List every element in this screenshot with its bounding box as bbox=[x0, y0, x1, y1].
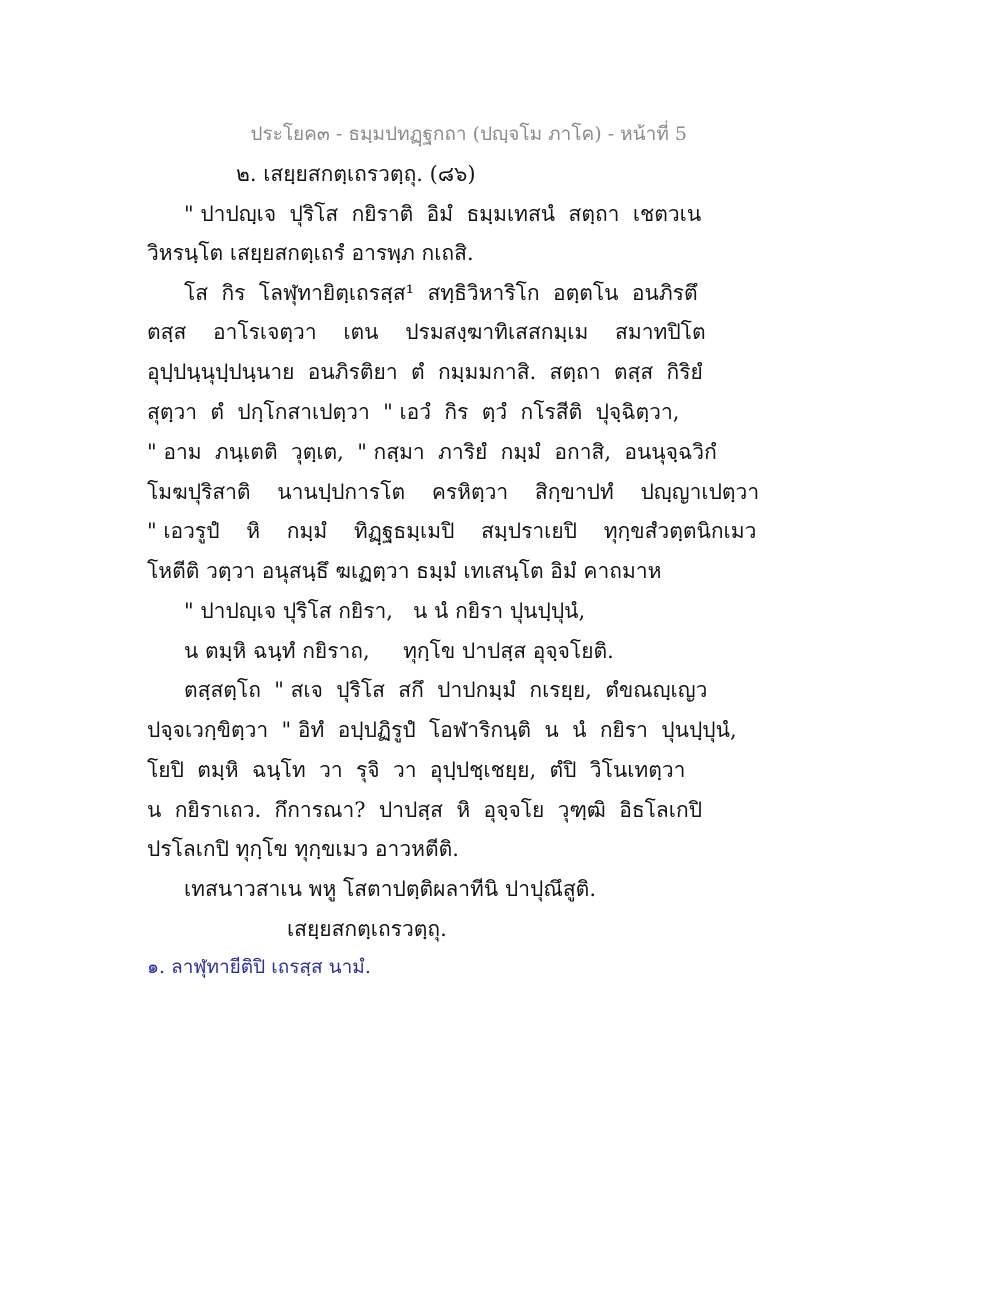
text-line: ปรโลเกปิ ทุกฺโข ทุกฺขเมว อาวหตีติ. bbox=[147, 837, 459, 861]
text-line: อุปฺปนฺนุปฺปนฺนาย อนภิรติยา ตํ กมฺมมกาสิ. สตฺถา ตสฺส กิริยํ bbox=[147, 360, 703, 384]
text-line: " อาม ภนฺเตติ วุตฺเต, " กสฺมา ภาริยํ กมฺมํ อกาสิ, อนนุจฺฉวิกํ bbox=[147, 440, 717, 464]
text-line: โส กิร โลฬุทายิตฺเถรสฺส¹ สทฺธิวิหาริโก อตฺตโน อนภิรตึ bbox=[184, 281, 698, 305]
text-line: ตสฺส อาโรเจตฺวา เตน ปรมสงฺฆาทิเสสกมฺเม สมาทปิโต bbox=[147, 320, 706, 344]
text-line: ตสฺสตฺโถ " สเจ ปุริโส สกึ ปาปกมฺมํ กเรยฺย, ตํขณญฺเญว bbox=[184, 678, 708, 702]
text-line: วิหรนฺโต เสยฺยสกตฺเถรํ อารพฺภ กเถสิ. bbox=[147, 241, 474, 265]
text-line: โยปิ ตมฺหิ ฉนฺโท วา รุจิ วา อุปฺปชฺเชยฺย, ตํปิ วิโนเทตฺวา bbox=[147, 758, 686, 782]
text-line: ปจฺจเวกฺขิตฺวา " อิทํ อปฺปฏิรูปํ โอฬาริกนฺติ น นํ กยิรา ปุนปฺปุนํ, bbox=[147, 718, 737, 742]
story-end-title: เสยฺยสกตฺเถรวตฺถุ. bbox=[287, 917, 447, 941]
text-line: สุตฺวา ตํ ปกฺโกสาเปตฺวา " เอวํ กิร ตฺวํ กโรสีติ ปุจฺฉิตฺวา, bbox=[147, 400, 680, 424]
text-line: โมฆปุริสาติ นานปฺปการโต ครหิตฺวา สิกฺขาปทํ ปญฺญาเปตฺวา bbox=[147, 480, 760, 504]
verse-line: " ปาปญฺเจ ปุริโส กยิรา, น นํ กยิรา ปุนปฺปุนํ, bbox=[184, 599, 586, 623]
text-line: โหตีติ วตฺวา อนุสนฺธึ ฆเฏตฺวา ธมฺมํ เทเสนฺโต อิมํ คาถมาห bbox=[147, 559, 662, 583]
verse-line: น ตมฺหิ ฉนฺทํ กยิราถ, ทุกฺโข ปาปสฺส อุจฺจโยติ. bbox=[184, 639, 614, 663]
text-line: " ปาปญฺเจ ปุริโส กยิราติ อิมํ ธมฺมเทสนํ สตฺถา เชตวเน bbox=[184, 202, 702, 226]
text-line: " เอวรูปํ หิ กมฺมํ ทิฏฺฐธมฺเมปิ สมฺปราเยปิ ทุกฺขสํวตฺตนิกเมว bbox=[147, 519, 757, 543]
text-line: น กยิราเถว. กึการณา? ปาปสฺส หิ อุจฺจโย วุฑฺฒิ อิธโลเกปิ bbox=[147, 798, 703, 822]
footnote: ๑. ลาฬุทายีติปิ เถรสฺส นามํ. bbox=[147, 956, 371, 978]
text-line: เทสนาวสาเน พหู โสตาปตฺติผลาทีนิ ปาปุณึสูติ. bbox=[184, 877, 596, 901]
story-title: ๒. เสยฺยสกตฺเถรวตฺถุ. (๘๖) bbox=[236, 162, 476, 186]
running-header: ประโยค๓ - ธมฺมปทฏฺฐกถา (ปญฺจโม ภาโค) - หน้าที่ 5 bbox=[250, 123, 687, 145]
